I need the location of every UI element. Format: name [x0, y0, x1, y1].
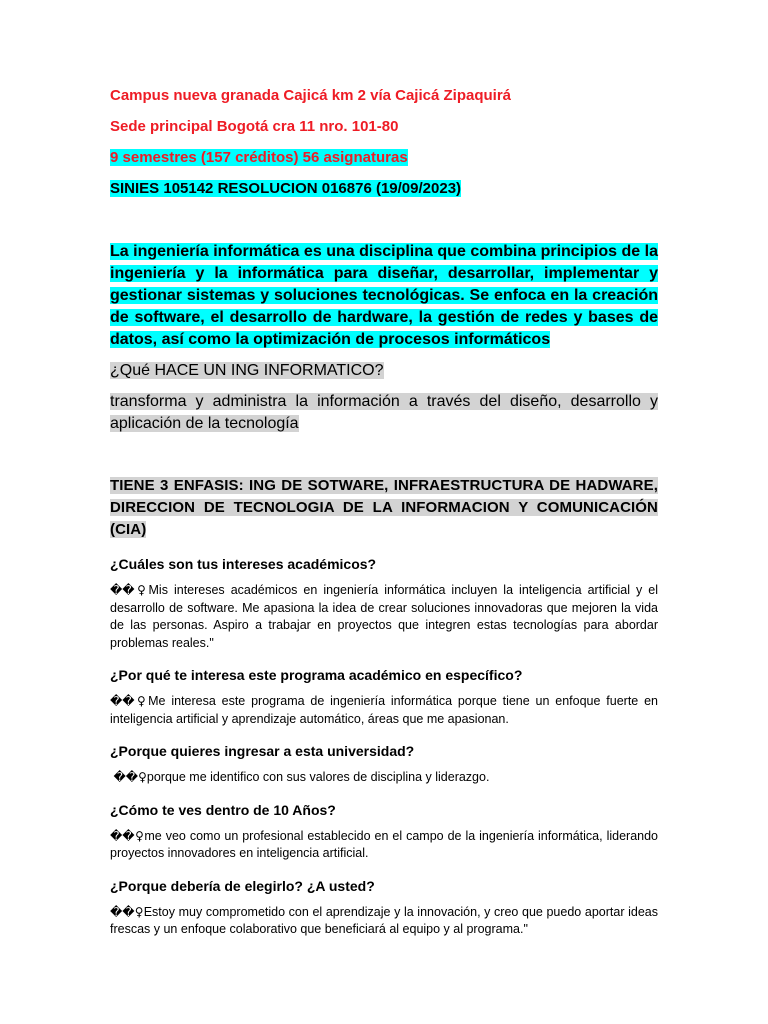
campus-address-text: Campus nueva granada Cajicá km 2 vía Cajicá Zipaquirá: [110, 87, 511, 104]
qa-question-1: ¿Cuáles son tus intereses académicos?: [110, 556, 377, 572]
person-emoji-icon: ��♀: [110, 694, 149, 708]
qa-answer-1: [110, 582, 658, 652]
emphasis-text: TIENE 3 ENFASIS: ING DE SOTWARE, INFRAESTRUCTURA DE HADWARE, DIRECCION DE TECNOLOGIA DE LA INFORMACION Y COMUNICACIÓN (CIA): [110, 477, 658, 538]
what-does-question: [110, 360, 658, 382]
what-does-answer: [110, 391, 658, 435]
person-emoji-icon: ��♀: [110, 904, 144, 919]
qa-answer-5: [110, 904, 658, 939]
emphasis-paragraph: [110, 475, 658, 541]
campus-address: [110, 86, 658, 106]
qa-answer-3: [110, 769, 658, 787]
what-does-question-text: ¿Qué HACE UN ING INFORMATICO?: [110, 362, 384, 379]
person-emoji-icon: ��♀: [113, 770, 147, 784]
main-campus-address: [110, 117, 658, 137]
intro-text: La ingeniería informática es una disciplina que combina principios de la ingeniería y la informática para diseñar, desarrollar, implementar y gestionar sistemas y soluciones tecnológicas. Se enfoca en la creación de software, el desarrollo de hardware, la gestión de redes y bases de datos, así como la optimización de procesos informáticos: [110, 243, 658, 348]
main-campus-address-text: Sede principal Bogotá cra 11 nro. 101-80: [110, 118, 399, 135]
qa-question-5: ¿Porque debería de elegirlo? ¿A usted?: [110, 877, 375, 894]
snies-resolution-text: SINIES 105142 RESOLUCION 016876 (19/09/2023): [110, 180, 462, 197]
qa-answer-2: [110, 693, 658, 728]
qa-question-3: ¿Porque quieres ingresar a esta universidad?: [110, 743, 415, 759]
semesters-credits: [110, 148, 658, 168]
qa-answer-4: [110, 828, 658, 863]
qa-question-4: ¿Cómo te ves dentro de 10 Años?: [110, 801, 336, 818]
person-emoji-icon: ��♀: [110, 583, 149, 597]
qa-answer-5-text: Estoy muy comprometido con el aprendizaje y la innovación, y creo que puedo aportar ideas frescas y un enfoque colaborativo que beneficiará al equipo y al programa.": [110, 904, 658, 936]
qa-answer-2-text: Me interesa este programa de ingeniería informática porque tiene un enfoque fuerte en inteligencia artificial y aprendizaje automático, áreas que me apasionan.: [110, 694, 658, 726]
qa-answer-1-text: Mis intereses académicos en ingeniería informática incluyen la inteligencia artificial y el desarrollo de software. Me apasiona la idea de crear soluciones innovadoras que mejoren la vida de las personas. Aspiro a trabajar en proyectos que integren estas tecnologías para abordar problemas reales.": [110, 583, 658, 650]
snies-resolution: [110, 179, 658, 199]
person-emoji-icon: ��♀: [110, 828, 145, 843]
qa-answer-3-text: porque me identifico con sus valores de disciplina y liderazgo.: [146, 770, 490, 784]
intro-paragraph: [110, 241, 658, 351]
qa-answer-4-text: me veo como un profesional establecido en el campo de la ingeniería informática, liderando proyectos innovadores en inteligencia artificial.: [110, 828, 659, 860]
what-does-answer-text: transforma y administra la información a través del diseño, desarrollo y aplicación de la tecnología: [110, 393, 658, 432]
qa-question-2: ¿Por qué te interesa este programa académico en específico?: [110, 667, 523, 683]
semesters-credits-text: 9 semestres (157 créditos) 56 asignaturas: [110, 149, 408, 166]
